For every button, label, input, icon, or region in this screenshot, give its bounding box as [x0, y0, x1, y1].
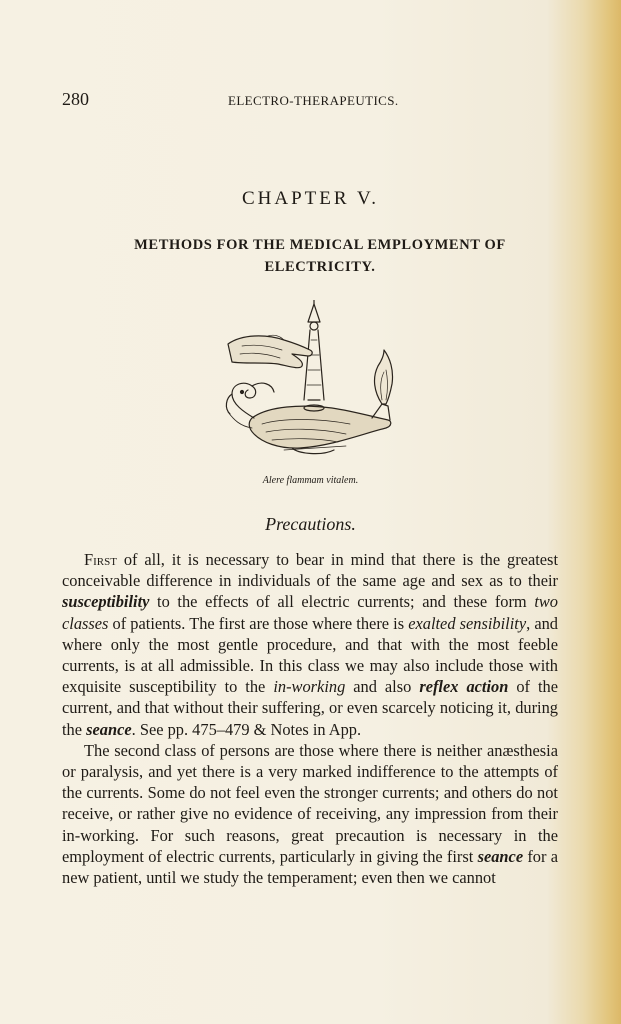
- paragraph: First of all, it is necessary to bear in mind that there is the greatest conceivable difference in individuals of the same age and sex as to their susceptibility to the effects of all electric currents; and these form two classes of patients. The first are those where there is exalted sensibility, and where only the most gentle procedure, and that with the most feeble currents, is at all admissible. In this class we may also include those with exquisite susceptibility to the in-working and also reflex action of the current, and that without their suffering, or even scarcely noticing it, during the seance. See pp. 475–479 & Notes in App.: [62, 550, 558, 739]
- emphasis: reflex action: [419, 677, 509, 697]
- paragraph: The second class of persons are those where there is neither anæsthesia or paralysis, and yet there is a very marked indifference to the attempts of the currents. Some do not feel even the stronger currents; and others do not receive, or rather give no evidence of receiving, any impression from their in-working. For such reasons, great precaution is necessary in the employment of electric currents, particularly in giving the first seance for a new patient, until we study the temperament; even then we cannot: [62, 740, 558, 888]
- emphasis: seance: [477, 846, 524, 866]
- emblem-motto: Alere flammam vitalem.: [262, 475, 359, 486]
- emphasis: two classes: [62, 592, 558, 633]
- emphasis: in-working: [273, 677, 346, 697]
- emphasis: exalted sensibility: [408, 613, 527, 633]
- chapter-title: METHODS FOR THE MEDICAL EMPLOYMENT OF ELECTRICITY.: [134, 237, 506, 275]
- chapter-label: CHAPTER V.: [242, 188, 379, 209]
- emphasis: seance: [86, 719, 132, 739]
- emphasis: susceptibility: [62, 592, 150, 612]
- body-text: [62, 549, 558, 888]
- lead-word: First: [84, 550, 117, 569]
- running-head: ELECTRO-THERAPEUTICS.: [228, 93, 399, 108]
- section-heading: Precautions.: [265, 514, 356, 534]
- page-number: 280: [62, 89, 89, 109]
- lamp-and-hand-emblem: [222, 300, 406, 466]
